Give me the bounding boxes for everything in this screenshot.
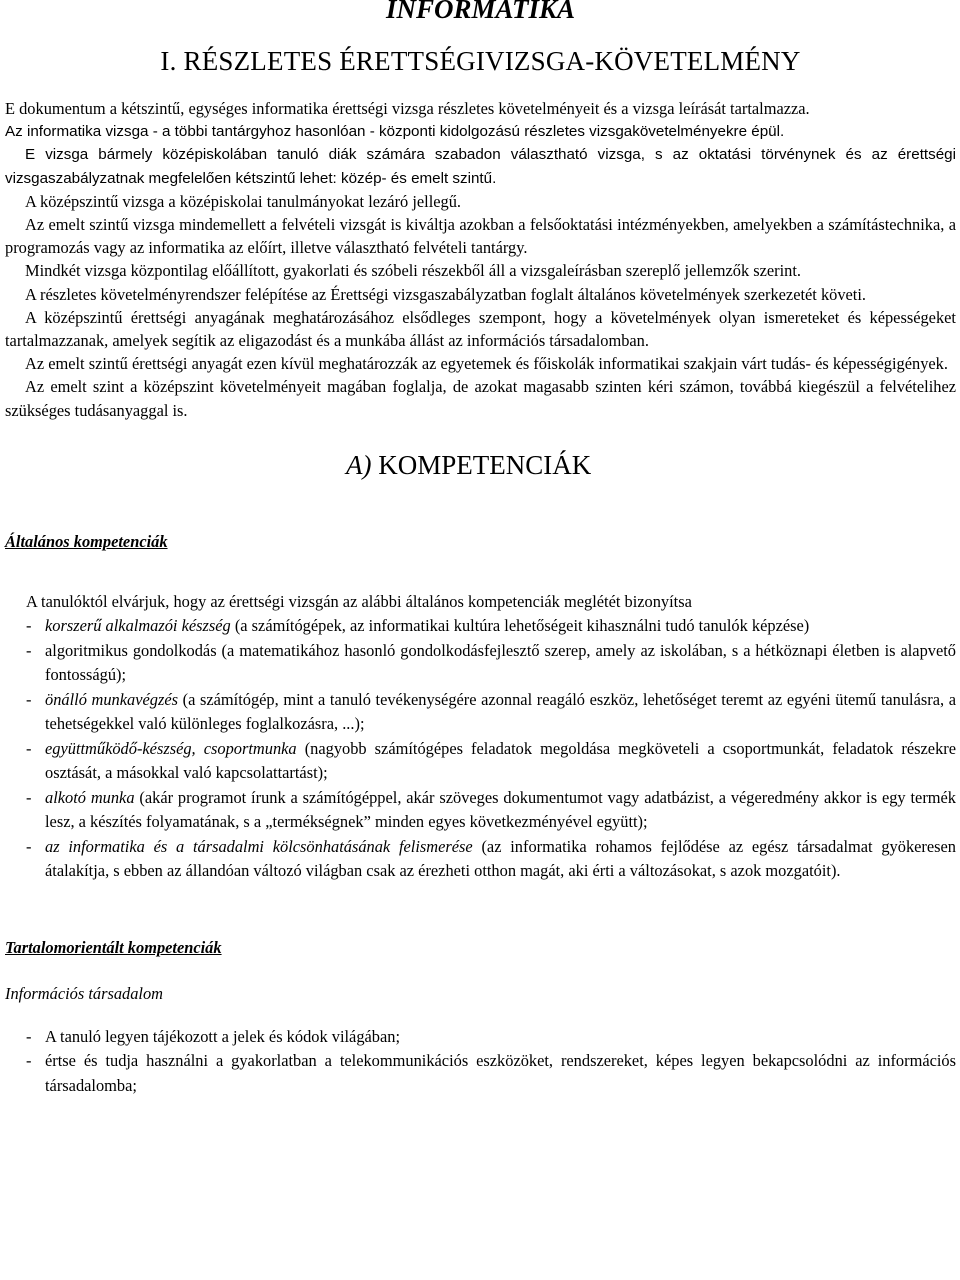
- list-dash: -: [26, 689, 32, 709]
- list-item: [26, 1025, 956, 1050]
- list-item: [26, 786, 956, 835]
- list-dash: -: [26, 738, 32, 758]
- intro-paragraph: Mindkét vizsga központilag előállított, gyakorlati és szóbeli részekből áll a vizsgaleírásban szereplő jellemzők szerint.: [25, 261, 802, 281]
- competency-description: (a számítógép, mint a tanuló tevékenységére azonnal reagáló eszköz, lehetőséget teremt az egyéni ütemű tanulásra, a tehetségekkel való különleges foglalkozásra, ...);: [45, 689, 956, 734]
- list-item: [26, 639, 956, 688]
- competency-term: együttműködő-készség, csoportmunka: [45, 738, 297, 758]
- intro-paragraph: Az informatika vizsga - a többi tantárgyhoz hasonlóan - központi kidolgozású részletes vizsgakövetelményekre épül.: [5, 123, 785, 141]
- content-competencies-list: [5, 1025, 956, 1099]
- list-dash: -: [26, 1051, 32, 1071]
- information-society-heading: Információs társadalom: [5, 983, 163, 1003]
- competency-term: az informatika és a társadalmi kölcsönhatásának felismerése: [45, 836, 473, 856]
- list-dash: -: [26, 1026, 32, 1046]
- intro-paragraph: Az emelt szint a középszint követelményeit magában foglalja, de azokat magasabb szinten kéri számon, továbbá kiegészül a felvételihez szükséges tudásanyaggal is.: [5, 377, 956, 420]
- list-dash: -: [26, 616, 32, 636]
- intro-paragraph: A középszintű érettségi anyagának meghatározásához elsődleges szempont, hogy a követelmények olyan ismereteket és képességeket tartalmazzanak, amelyek segítik az eligazodást és a munkába állást az információs társadalomban.: [5, 307, 956, 351]
- competency-term: alkotó munka: [45, 787, 135, 807]
- list-item: [26, 737, 956, 786]
- competency-description: algoritmikus gondolkodás (a matematikához hasonló gondolkodásfejlesztő szerep, amely az iskolában, s a hétköznapi életben is alapvető fontosságú);: [45, 640, 956, 685]
- general-competencies-lead: A tanulóktól elvárjuk, hogy az érettségi vizsgán az alábbi általános kompetenciák meglétét bizonyítsa: [26, 591, 692, 611]
- competency-description: (akár programot írunk a számítógéppel, akár szöveges dokumentumot vagy adatbázist, a végeredmény akkor is egy termék lesz, a készítés folyamatának, s a „termékségnek” minden egyes következményével együtt);: [45, 787, 956, 832]
- list-item: [26, 688, 956, 737]
- general-competencies-heading: Általános kompetenciák: [5, 531, 168, 551]
- intro-paragraph: A részletes követelményrendszer felépítése az Érettségi vizsgaszabályzatban foglalt általános követelmények szerkezetét követi.: [25, 284, 867, 304]
- list-item-text: A tanuló legyen tájékozott a jelek és kódok világában;: [45, 1026, 401, 1046]
- list-dash: -: [26, 787, 32, 807]
- section-title-text: KOMPETENCIÁK: [378, 449, 592, 480]
- document-title: INFORMATIKA: [385, 0, 576, 24]
- document-subtitle: I. RÉSZLETES ÉRETTSÉGIVIZSGA-KÖVETELMÉNY: [160, 46, 801, 76]
- list-item-text: értse és tudja használni a gyakorlatban a telekommunikációs eszközöket, rendszereket, képes legyen bekapcsolódni az információs társadalomba;: [45, 1051, 956, 1095]
- intro-paragraph: Az emelt szintű érettségi anyagát ezen kívül meghatározzák az egyetemek és főiskolák informatikai szakjain várt tudás- és képességigények.: [25, 354, 948, 374]
- intro-paragraph: Az emelt szintű vizsga mindemellett a felvételi vizsgát is kiváltja azokban a felsőoktatási intézményekben, amelyekben a számítástechnika, a programozás vagy az informatika az előírt, illetve választható felvételi tantárgy.: [5, 215, 956, 258]
- competency-description: (a számítógépek, az informatikai kultúra lehetőségeit kihasználni tudó tanulók képzése): [230, 616, 810, 636]
- list-item: [26, 835, 956, 884]
- list-item: [26, 614, 956, 639]
- competency-description: (az informatika rohamos fejlődése az egész társadalmat gyökeresen átalakítja, s ebben az állandóan változó világban csak az érezheti otthon magát, aki érti a változásokat, s azok mozgatóit).: [45, 836, 956, 881]
- intro-section: [5, 97, 956, 422]
- list-item: [26, 1049, 956, 1098]
- list-dash: -: [26, 836, 32, 856]
- competency-term: korszerű alkalmazói készség: [45, 616, 231, 636]
- list-dash: -: [26, 640, 32, 660]
- intro-paragraph: E dokumentum a kétszintű, egységes informatika érettségi vizsga részletes követelményeit és a vizsga leírását tartalmazza.: [5, 99, 810, 118]
- intro-paragraph: A középszintű vizsga a középiskolai tanulmányokat lezáró jellegű.: [25, 191, 462, 211]
- intro-paragraph: E vizsga bármely középiskolában tanuló diák számára szabadon választható vizsga, s az oktatási törvénynek és az érettségi vizsgaszabályzatnak megfelelően kétszintű lehet: közép- és emelt szintű.: [5, 146, 956, 187]
- competency-term: önálló munkavégzés: [45, 689, 178, 709]
- competency-description: (nagyobb számítógépes feladatok megoldása megköveteli a csoportmunkát, feladatok részekre osztását, a másokkal való kapcsolattartást);: [45, 738, 956, 783]
- section-title: [346, 449, 956, 481]
- content-competencies-heading: Tartalomorientált kompetenciák: [5, 937, 222, 957]
- section-title-letter: A): [346, 449, 372, 480]
- general-competencies-list: [5, 614, 956, 884]
